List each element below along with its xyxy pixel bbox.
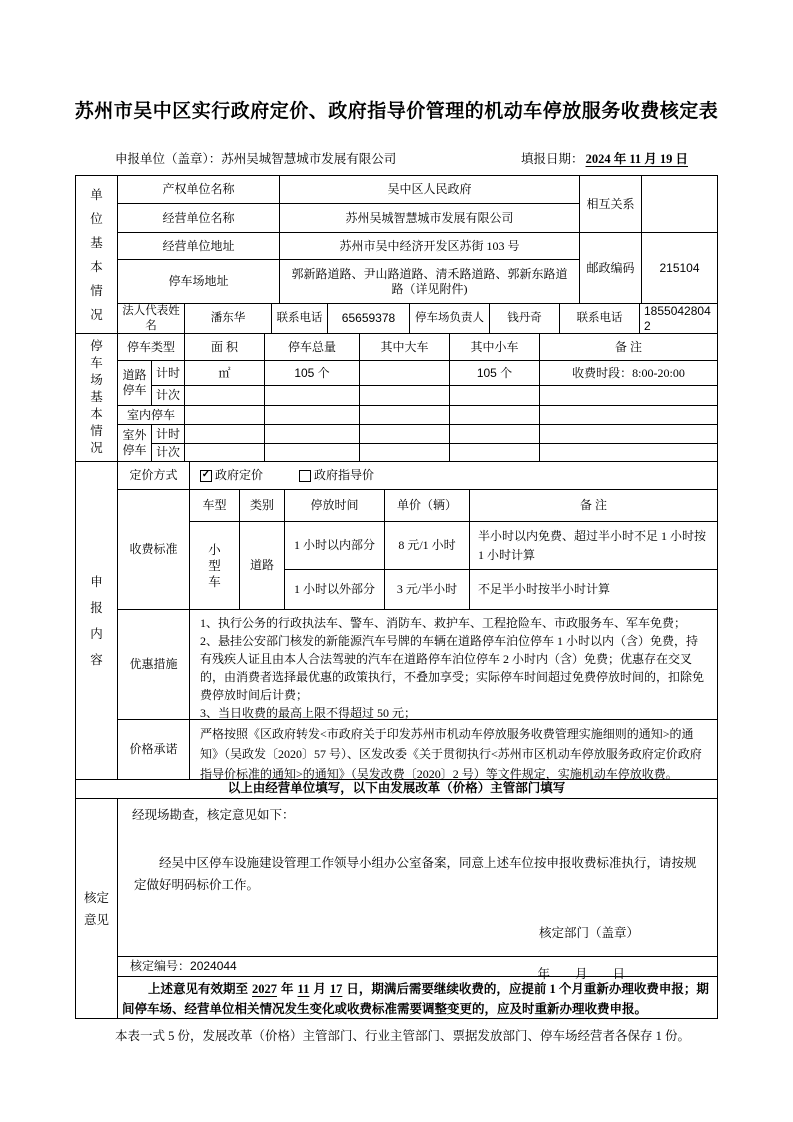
unit-info-body xyxy=(118,176,718,334)
outdoor-timed-small xyxy=(450,425,540,444)
legal-rep-value: 潘东华 xyxy=(185,304,272,334)
validity-month-unit: 月 xyxy=(313,982,326,996)
operator-name-value: 苏州吴城智慧城市发展有限公司 xyxy=(280,204,580,233)
validity-prefix: 上述意见有效期至 xyxy=(148,982,249,996)
approval-number-value: 2024044 xyxy=(190,959,237,973)
pricing-method-label: 定价方式 xyxy=(118,462,190,490)
approval-body xyxy=(118,799,718,1019)
road-timed-small: 105 个 xyxy=(450,361,540,386)
indoor-parking-label: 室内停车 xyxy=(118,406,185,425)
owner-name-value: 吴中区人民政府 xyxy=(280,176,580,204)
outdoor-parking-label: 室外停车 xyxy=(118,425,152,462)
outdoor-counted-note xyxy=(540,444,718,462)
postcode-value: 215104 xyxy=(642,233,718,304)
col-header-note: 备 注 xyxy=(540,334,718,361)
road-counted-label: 计次 xyxy=(152,386,185,406)
fill-date xyxy=(521,149,690,167)
outdoor-counted-small xyxy=(450,444,540,462)
road-timed-note: 收费时段：8:00-20:00 xyxy=(540,361,718,386)
operator-addr-label: 经营单位地址 xyxy=(118,233,280,260)
section-label-application: 申报内容 xyxy=(76,462,118,780)
option-government-pricing-label: 政府定价 xyxy=(215,468,264,482)
discount-item-1: 1、执行公务的行政执法车、警车、消防车、救护车、工程抢险车、市政服务车、军车免费； xyxy=(200,616,687,630)
validity-year: 2027 xyxy=(252,982,278,996)
section-label-unit-info: 单位基本情况 xyxy=(76,176,118,334)
declare-unit-value: 苏州吴城智慧城市发展有限公司 xyxy=(221,152,397,166)
fill-date-value: 2024 年 11 月 19 日 xyxy=(585,152,688,166)
fee-row1-time: 1 小时以内部分 xyxy=(285,522,385,570)
manager-label: 停车场负责人 xyxy=(410,304,490,334)
fee-row2-price: 3 元/半小时 xyxy=(385,570,470,610)
validity-suffix: 日，期满后需要继续收费的，应提前 1 个月重新办理收费申报；期间停车场、经营单位相关情况发生变化或收费标准需要调整变更的，应及时重新办理收费申报。 xyxy=(122,982,709,1016)
road-timed-total: 105 个 xyxy=(265,361,360,386)
approval-number-row xyxy=(118,957,718,977)
fee-header-note: 备 注 xyxy=(470,490,718,522)
road-counted-large xyxy=(360,386,450,406)
outdoor-counted-total xyxy=(265,444,360,462)
postcode-label: 邮政编码 xyxy=(580,233,642,304)
outdoor-timed-label: 计时 xyxy=(152,425,185,444)
indoor-total xyxy=(265,406,360,425)
outdoor-counted-label: 计次 xyxy=(152,444,185,462)
section-approval-opinion xyxy=(76,799,718,1019)
section-label-approval-opinion: 核定意见 xyxy=(76,799,118,1019)
phone1-label: 联系电话 xyxy=(272,304,328,334)
application-body xyxy=(118,462,718,780)
outdoor-timed-note xyxy=(540,425,718,444)
operator-addr-value: 苏州市吴中经济开发区苏街 103 号 xyxy=(280,233,580,260)
outdoor-counted-large xyxy=(360,444,450,462)
relation-value xyxy=(642,176,718,233)
approval-number-label: 核定编号： xyxy=(130,959,191,973)
fee-header-price: 单价（辆） xyxy=(385,490,470,522)
approval-dept-sign: 核定部门（盖章） xyxy=(538,925,639,940)
option-government-guided-pricing-label: 政府指导价 xyxy=(314,468,375,482)
fee-standard-label: 收费标准 xyxy=(118,490,190,610)
indoor-note xyxy=(540,406,718,425)
price-promise-label: 价格承诺 xyxy=(118,720,190,780)
section-lot-info xyxy=(76,334,718,462)
legal-rep-label: 法人代表姓名 xyxy=(118,304,185,334)
validity-month: 11 xyxy=(297,982,310,996)
page-title: 苏州市吴中区实行政府定价、政府指导价管理的机动车停放服务收费核定表 xyxy=(74,101,719,122)
lot-info-body xyxy=(118,334,718,462)
road-counted-note xyxy=(540,386,718,406)
lot-addr-value: 郭新路道路、尹山路道路、清禾路道路、郭新东路道路（详见附件) xyxy=(280,260,580,304)
footer-note: 本表一式 5 份，发展改革（价格）主管部门、行业主管部门、票据发放部门、停车场经营者各保存 1 份。 xyxy=(115,1029,691,1043)
discount-item-2: 2、悬挂公安部门核发的新能源汽车号牌的车辆在道路停车泊位停车 1 小时以内（含）免费，持有残疾人证且由本人合法驾驶的汽车在道路停车泊位停车 2 小时内（含）免费；优惠存在交叉的，由消费者选择最优惠的政策执行，不叠加享受；实际停车时间超过免费停放时间的，扣除免费停放时间后计费； xyxy=(200,634,705,702)
operator-name-label: 经营单位名称 xyxy=(118,204,280,233)
outdoor-timed-total xyxy=(265,425,360,444)
lot-addr-label: 停车场地址 xyxy=(118,260,280,304)
validity-year-unit: 年 xyxy=(281,982,294,996)
owner-name-label: 产权单位名称 xyxy=(118,176,280,204)
road-counted-area xyxy=(185,386,265,406)
section-application xyxy=(76,462,718,780)
road-timed-large xyxy=(360,361,450,386)
fee-header-time: 停放时间 xyxy=(285,490,385,522)
outdoor-timed-large xyxy=(360,425,450,444)
fee-row2-note: 不足半小时按半小时计算 xyxy=(470,570,718,610)
manager-value: 钱丹奇 xyxy=(490,304,560,334)
indoor-small xyxy=(450,406,540,425)
checkbox-government-guided-pricing[interactable] xyxy=(299,470,311,482)
indoor-area xyxy=(185,406,265,425)
fee-vehicle-type: 小型车 xyxy=(190,522,240,610)
checkbox-government-pricing-checked[interactable]: ✓ xyxy=(201,469,211,481)
col-header-large: 其中大车 xyxy=(360,334,450,361)
outdoor-counted-area xyxy=(185,444,265,462)
fill-date-label: 填报日期： xyxy=(521,152,584,166)
fee-row2-time: 1 小时以外部分 xyxy=(285,570,385,610)
col-header-total: 停车总量 xyxy=(265,334,360,361)
section-label-lot-info: 停车场基本情况 xyxy=(76,334,118,462)
road-timed-label: 计时 xyxy=(152,361,185,386)
pricing-method-options xyxy=(190,462,718,490)
road-counted-total xyxy=(265,386,360,406)
col-header-small: 其中小车 xyxy=(450,334,540,361)
section-divider xyxy=(76,780,718,799)
col-header-parking-type: 停车类型 xyxy=(118,334,185,361)
phone1-value: 65659378 xyxy=(328,304,410,334)
road-counted-small xyxy=(450,386,540,406)
approval-form-table xyxy=(75,175,718,1019)
outdoor-timed-area xyxy=(185,425,265,444)
road-parking-label: 道路停车 xyxy=(118,361,152,406)
fee-row1-price: 8 元/1 小时 xyxy=(385,522,470,570)
price-promise-content: 严格按照《区政府转发<市政府关于印发苏州市机动车停放服务收费管理实施细则的通知>的通知》（吴政发〔2020〕57 号）、区发改委《关于贯彻执行<苏州市区机动车停放服务政府定价政府指导价标准的通知>的通知》（吴发改费〔2020〕2 号）等文件规定，实施机动车停放收费。 xyxy=(190,720,718,780)
phone2-label: 联系电话 xyxy=(560,304,640,334)
approval-opinion-text: 经吴中区停车设施建设管理工作领导小组办公室备案，同意上述车位按申报收费标准执行，请按规定做好明码标价工作。 xyxy=(134,855,697,892)
section-unit-info xyxy=(76,176,718,334)
meta-line xyxy=(75,149,718,167)
indoor-large xyxy=(360,406,450,425)
discount-item-3: 3、当日收费的最高上限不得超过 50 元； xyxy=(200,706,417,720)
approval-date-sign: 年 月 日 xyxy=(537,967,625,982)
fee-header-vehicle: 车型 xyxy=(190,490,240,522)
fee-row1-note: 半小时以内免费、超过半小时不足 1 小时按 1 小时计算 xyxy=(470,522,718,570)
relation-label: 相互关系 xyxy=(580,176,642,233)
fee-header-category: 类别 xyxy=(240,490,285,522)
validity-statement xyxy=(118,977,718,1019)
validity-day: 17 xyxy=(329,982,343,996)
discount-label: 优惠措施 xyxy=(118,610,190,720)
discount-content xyxy=(190,610,718,720)
fee-category: 道路 xyxy=(240,522,285,610)
road-timed-area: ㎡ xyxy=(185,361,265,386)
approval-intro: 经现场勘查，核定意见如下： xyxy=(132,808,295,822)
col-header-area: 面 积 xyxy=(185,334,265,361)
divider-text: 以上由经营单位填写，以下由发展改革（价格）主管部门填写 xyxy=(76,780,718,799)
phone2-value: 18550428042 xyxy=(640,304,718,334)
declare-unit-label: 申报单位（盖章）： xyxy=(115,152,222,166)
declare-unit xyxy=(115,149,396,167)
